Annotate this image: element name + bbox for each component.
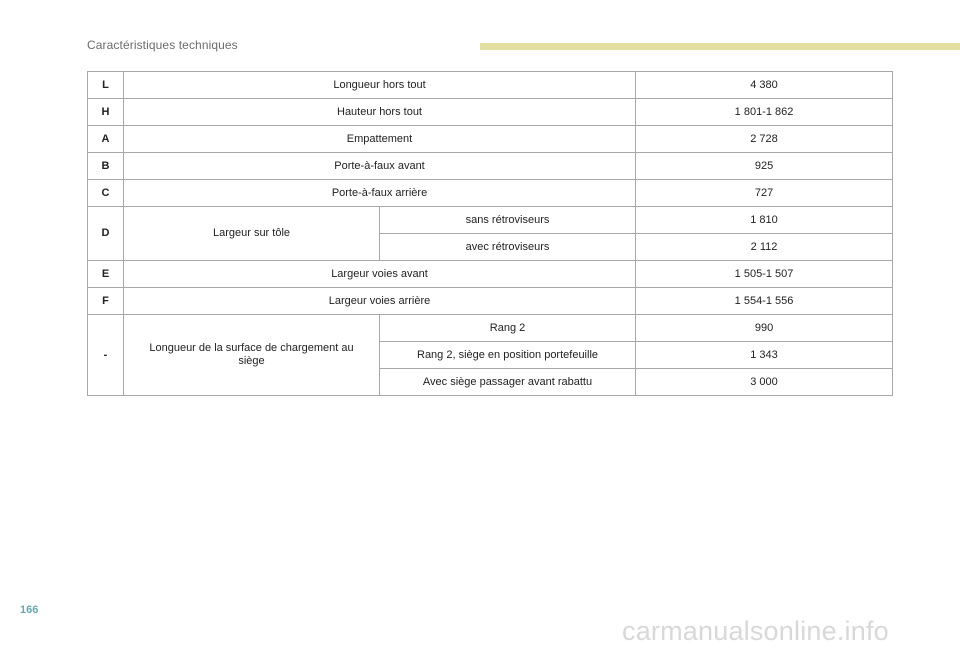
dimension-sub-label: Rang 2, siège en position portefeuille bbox=[380, 342, 636, 369]
dimension-value: 1 801-1 862 bbox=[636, 99, 893, 126]
table-row bbox=[88, 315, 893, 342]
dimension-code: A bbox=[88, 126, 124, 153]
watermark: carmanualsonline.info bbox=[622, 616, 889, 646]
dimension-value: 3 000 bbox=[636, 369, 893, 396]
dimension-value: 2 112 bbox=[636, 234, 893, 261]
dimensions-table bbox=[87, 71, 893, 396]
table-row bbox=[88, 153, 893, 180]
table-row bbox=[88, 180, 893, 207]
dimension-label: Largeur voies avant bbox=[124, 261, 636, 288]
dimension-code: - bbox=[88, 315, 124, 396]
dimension-value: 1 810 bbox=[636, 207, 893, 234]
dimension-value: 4 380 bbox=[636, 72, 893, 99]
dimension-code: D bbox=[88, 207, 124, 261]
dimension-label: Longueur hors tout bbox=[124, 72, 636, 99]
dimension-code: C bbox=[88, 180, 124, 207]
dimension-value: 1 505-1 507 bbox=[636, 261, 893, 288]
table-row bbox=[88, 288, 893, 315]
dimension-value: 925 bbox=[636, 153, 893, 180]
dimension-sub-label: Avec siège passager avant rabattu bbox=[380, 369, 636, 396]
dimension-label: Largeur sur tôle bbox=[124, 207, 380, 261]
dimension-sub-label: sans rétroviseurs bbox=[380, 207, 636, 234]
dimension-label: Empattement bbox=[124, 126, 636, 153]
table-row bbox=[88, 72, 893, 99]
dimension-code: E bbox=[88, 261, 124, 288]
dimension-value: 1 343 bbox=[636, 342, 893, 369]
dimension-code: F bbox=[88, 288, 124, 315]
dimension-label: Porte-à-faux arrière bbox=[124, 180, 636, 207]
dimension-code: B bbox=[88, 153, 124, 180]
dimension-value: 1 554-1 556 bbox=[636, 288, 893, 315]
page-number: 166 bbox=[20, 604, 39, 616]
dimension-value: 2 728 bbox=[636, 126, 893, 153]
table-row bbox=[88, 99, 893, 126]
table-row bbox=[88, 261, 893, 288]
dimension-value: 727 bbox=[636, 180, 893, 207]
dimension-sub-label: Rang 2 bbox=[380, 315, 636, 342]
dimension-code: L bbox=[88, 72, 124, 99]
table-row bbox=[88, 126, 893, 153]
dimension-label: Largeur voies arrière bbox=[124, 288, 636, 315]
dimension-value: 990 bbox=[636, 315, 893, 342]
dimension-code: H bbox=[88, 99, 124, 126]
dimension-label: Porte-à-faux avant bbox=[124, 153, 636, 180]
section-title: Caractéristiques techniques bbox=[87, 38, 238, 52]
header-accent-bar bbox=[480, 43, 960, 50]
dimension-label: Longueur de la surface de chargement au siège bbox=[124, 315, 380, 396]
table-row bbox=[88, 207, 893, 234]
dimension-sub-label: avec rétroviseurs bbox=[380, 234, 636, 261]
dimension-label: Hauteur hors tout bbox=[124, 99, 636, 126]
